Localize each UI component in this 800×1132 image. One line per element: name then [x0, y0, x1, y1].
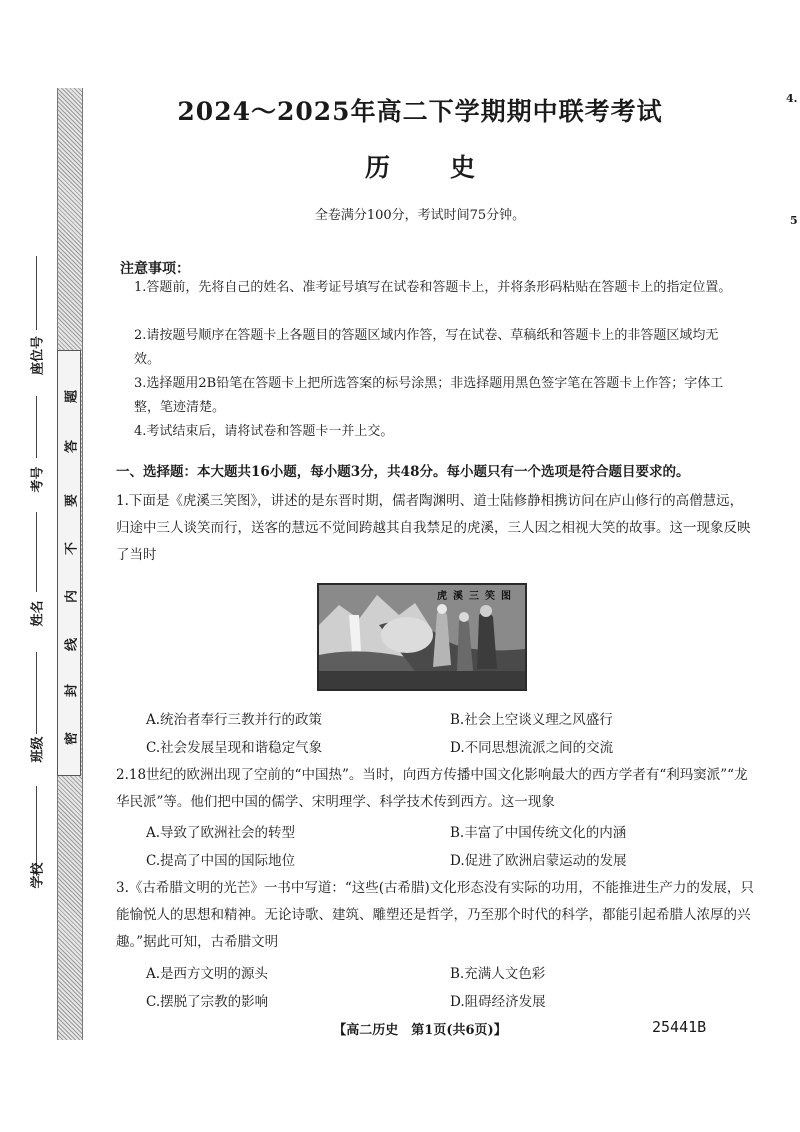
notice-item: 3.选择题用2B铅笔在答题卡上把所选答案的标号涂黑；非选择题用黑色签字笔在答题卡上作答；字体工整，笔迹清楚。: [134, 376, 724, 415]
painting-caption: 虎溪三笑图: [437, 591, 517, 602]
exam-title: 2024～2025年高二下学期期中联考考试: [177, 97, 663, 126]
q2-option-d[interactable]: D.促进了欧洲启蒙运动的发展: [450, 853, 627, 869]
paper-code: 25441B: [652, 1018, 707, 1036]
seal-char: 题: [64, 390, 80, 404]
q3-option-c[interactable]: C.摆脱了宗教的影响: [146, 994, 269, 1010]
seal-char: 内: [64, 590, 80, 604]
page-footer: 【高二历史 第1页(共6页)】: [333, 1023, 507, 1038]
notice-item: 2.请按题号顺序在答题卡上各题目的答题区域内作答，写在试卷、草稿纸和答题卡上的非答题区域均无效。: [134, 328, 719, 367]
q3-option-b[interactable]: B.充满人文色彩: [450, 966, 546, 982]
tiger-creek-painting: [317, 583, 527, 691]
q1-option-a[interactable]: A.统治者奉行三教并行的政策: [146, 712, 323, 728]
section-heading: 一、选择题：本大题共16小题，每小题3分，共48分。每小题只有一个选项是符合题目要求的。: [116, 464, 690, 480]
q1-option-b[interactable]: B.社会上空谈义理之风盛行: [450, 712, 613, 728]
question-2-stem: 2.18世纪的欧洲出现了空前的“中国热”。当时，向西方传播中国文化影响最大的西方学者有“利玛窦派”“龙华民派”等。他们把中国的儒学、宋明理学、科学技术传到西方。这一现象: [116, 767, 748, 810]
q2-option-b[interactable]: B.丰富了中国传统文化的内涵: [450, 825, 627, 841]
seal-char: 封: [64, 684, 80, 698]
seat-number-line[interactable]: [36, 256, 37, 330]
q1-option-d[interactable]: D.不同思想流派之间的交流: [450, 740, 614, 756]
exam-number-label: 考号: [30, 466, 46, 493]
notice-heading: 注意事项：: [120, 261, 190, 277]
seal-char: 不: [64, 542, 80, 556]
edge-mark: 5: [790, 214, 798, 227]
seal-line-box: [57, 350, 81, 776]
name-line[interactable]: [36, 512, 37, 592]
seal-char: 要: [64, 494, 80, 508]
class-label: 班级: [30, 736, 46, 763]
edge-mark: 4.: [786, 92, 798, 105]
question-1-stem: 1.下面是《虎溪三笑图》，讲述的是东晋时期，儒者陶渊明、道士陆修静相携访问在庐山修行的高僧慧远，归途中三人谈笑而行，送客的慧远不觉间跨越其自我禁足的虎溪，三人因之相视大笑的故事。这一现象反映了当时: [116, 493, 751, 563]
q2-option-c[interactable]: C.提高了中国的国际地位: [146, 853, 296, 869]
school-label: 学校: [30, 862, 46, 889]
seal-char: 线: [64, 638, 80, 652]
name-label: 姓名: [30, 600, 46, 627]
q1-option-c[interactable]: C.社会发展呈现和谐稳定气象: [146, 740, 323, 756]
q3-option-a[interactable]: A.是西方文明的源头: [146, 966, 269, 982]
subject-title: 历史: [364, 153, 535, 182]
question-3-stem: 3.《古希腊文明的光芒》一书中写道：“这些(古希腊)文化形态没有实际的功用，不能推进生产力的发展，只能愉悦人的思想和精神。无论诗歌、建筑、雕塑还是哲学，乃至那个时代的科学，都能引起希腊人浓厚的兴趣。”据此可知，古希腊文明: [116, 880, 754, 950]
seal-char: 密: [64, 732, 80, 746]
q3-option-d[interactable]: D.阻碍经济发展: [450, 994, 546, 1010]
score-note: 全卷满分100分，考试时间75分钟。: [314, 208, 526, 223]
seat-number-label: 座位号: [30, 336, 46, 376]
seal-char: 答: [64, 440, 80, 454]
q2-option-a[interactable]: A.导致了欧洲社会的转型: [146, 825, 296, 841]
notice-item: 4.考试结束后，请将试卷和答题卡一并上交。: [134, 424, 394, 439]
notice-item: 1.答题前，先将自己的姓名、准考证号填写在试卷和答题卡上，并将条形码粘贴在答题卡上的指定位置。: [134, 280, 732, 295]
